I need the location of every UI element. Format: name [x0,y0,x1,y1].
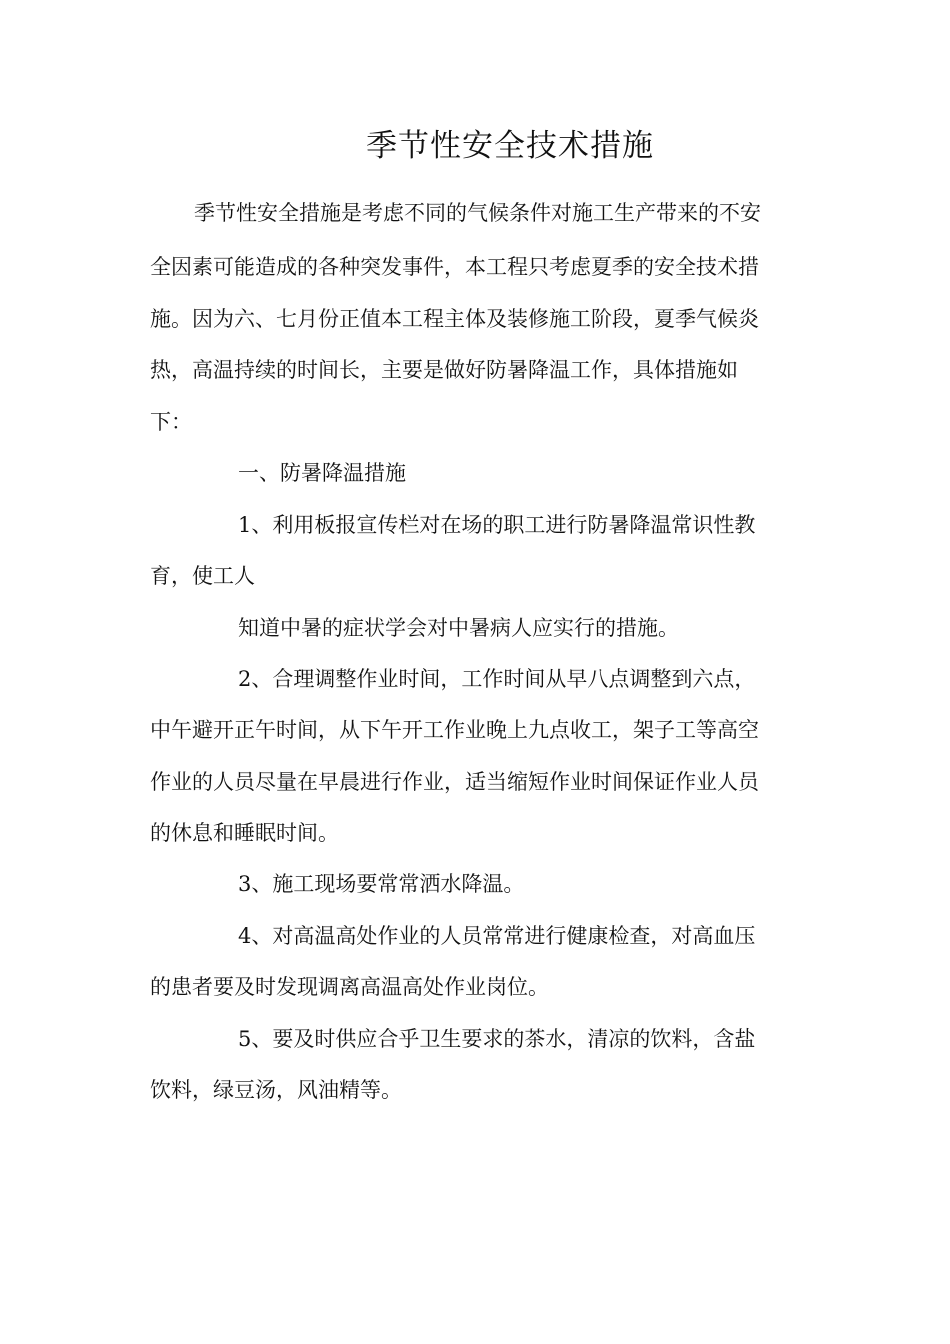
body-line-4: 热，高温持续的时间长，主要是做好防暑降温工作，具体措施如 [150,358,738,382]
item-4-line-2: 的患者要及时发现调离高温高处作业岗位。 [150,975,549,999]
item-1-line-2: 育，使工人 [150,564,255,588]
item-3-line-1: 3、施工现场要常常洒水降温。 [238,872,525,896]
item-2-line-1: 2、合理调整作业时间，工作时间从早八点调整到六点， [238,667,756,691]
item-2-line-2: 中午避开正午时间，从下午开工作业晚上九点收工，架子工等高空 [150,718,759,742]
item-5-line-2: 饮料，绿豆汤，风油精等。 [150,1078,402,1102]
item-1-line-3: 知道中暑的症状学会对中暑病人应实行的措施。 [238,616,679,640]
item-5-line-1: 5、要及时供应合乎卫生要求的茶水，清凉的饮料，含盐 [238,1027,756,1051]
item-1-line-1: 1、利用板报宣传栏对在场的职工进行防暑降温常识性教 [238,513,756,537]
item-2-line-4: 的休息和睡眠时间。 [150,821,339,845]
item-2-line-3: 作业的人员尽量在早晨进行作业，适当缩短作业时间保证作业人员 [150,770,759,794]
body-line-5: 下： [150,410,192,434]
body-line-1: 季节性安全措施是考虑不同的气候条件对施工生产带来的不安 [194,201,761,225]
document-title: 季节性安全技术措施 [366,128,654,164]
body-line-2: 全因素可能造成的各种突发事件，本工程只考虑夏季的安全技术措 [150,255,759,279]
body-line-3: 施。因为六、七月份正值本工程主体及装修施工阶段，夏季气候炎 [150,307,759,331]
section-heading: 一、防暑降温措施 [238,461,406,485]
item-4-line-1: 4、对高温高处作业的人员常常进行健康检查，对高血压 [238,924,756,948]
